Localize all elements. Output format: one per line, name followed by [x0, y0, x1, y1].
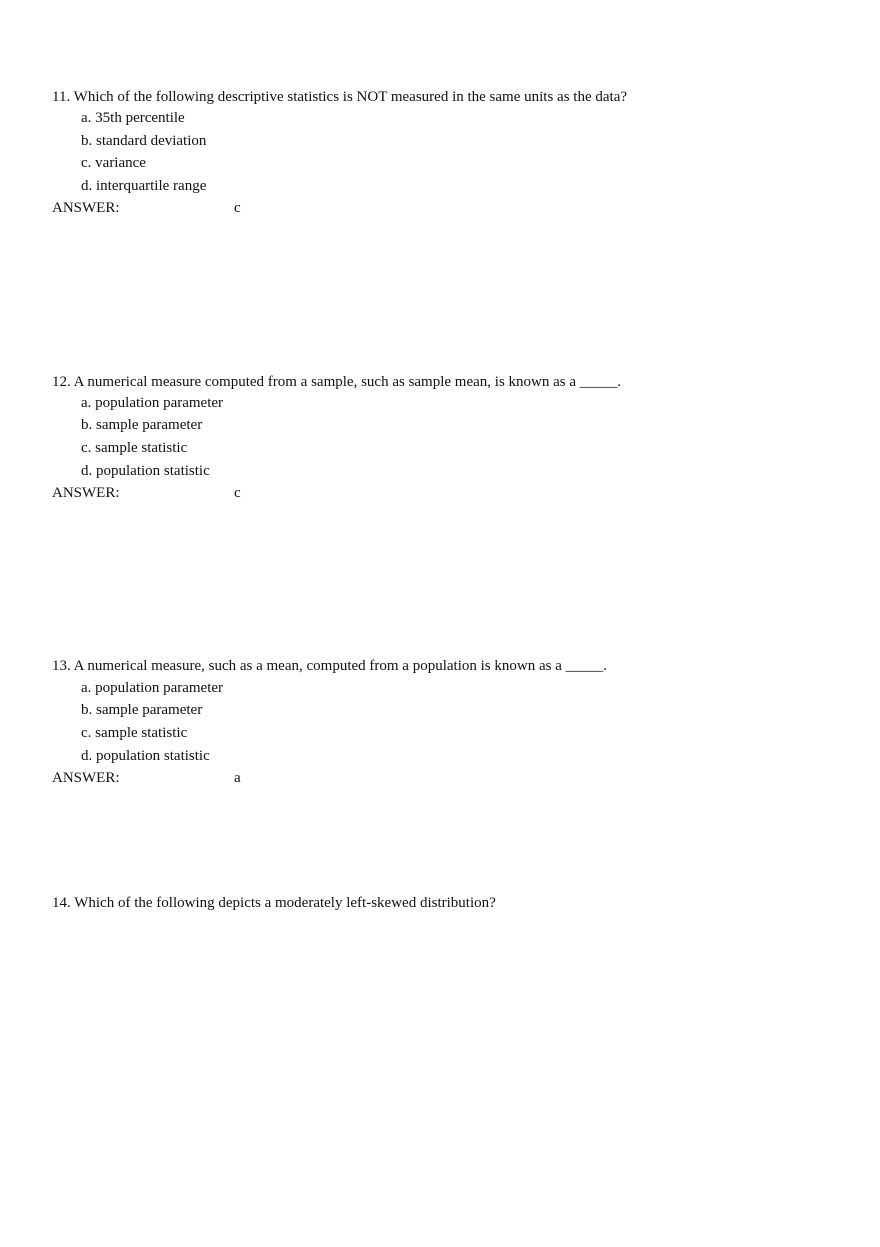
answer-label: ANSWER: — [52, 200, 120, 216]
option-b: b. standard deviation — [81, 133, 207, 149]
option-a: a. population parameter — [81, 395, 224, 411]
option-c: c. sample statistic — [81, 440, 188, 456]
question-text: 11. Which of the following descriptive statistics is NOT measured in the same units as the data? — [52, 89, 628, 105]
question-text: 13. A numerical measure, such as a mean, computed from a population is known as a _____. — [52, 658, 607, 674]
option-b: b. sample parameter — [81, 417, 203, 433]
answer-value: c — [234, 200, 241, 216]
answer-value: c — [234, 485, 241, 501]
option-b: b. sample parameter — [81, 702, 203, 718]
question-text: 14. Which of the following depicts a moderately left-skewed distribution? — [52, 895, 496, 911]
answer-label: ANSWER: — [52, 770, 120, 786]
question-text: 12. A numerical measure computed from a sample, such as sample mean, is known as a _____. — [52, 374, 622, 390]
option-c: c. variance — [81, 155, 146, 171]
option-d: d. interquartile range — [81, 178, 207, 194]
answer-label: ANSWER: — [52, 485, 120, 501]
option-a: a. population parameter — [81, 680, 224, 696]
option-d: d. population statistic — [81, 748, 210, 764]
option-c: c. sample statistic — [81, 725, 188, 741]
option-a: a. 35th percentile — [81, 110, 185, 126]
option-d: d. population statistic — [81, 463, 210, 479]
answer-value: a — [234, 770, 241, 786]
